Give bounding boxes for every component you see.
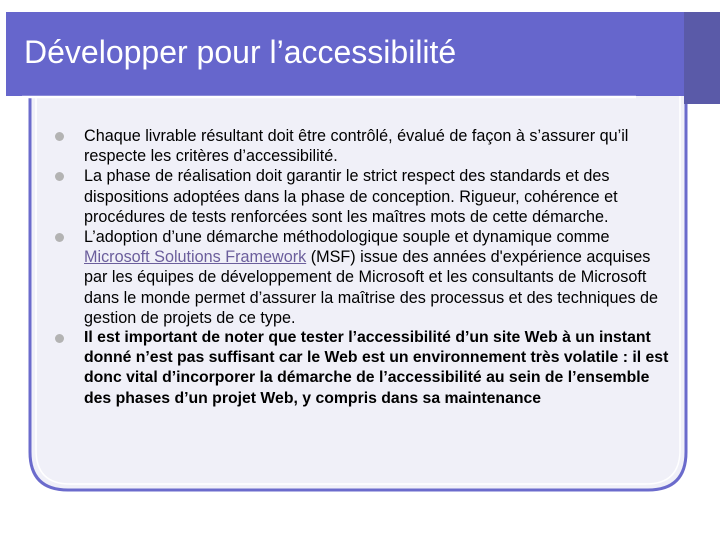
bullet-text: Il est important de noter que tester l’accessibilité d’un site Web à un instant donné n’est pas suffisant car le Web est un environnement très volatile : il est donc vital d’incorporer la démarche de l’accessibilité au sein de l’ensemble des phases d’un projet Web, y compris dans sa maintenance [84,329,669,407]
bullet-dot-icon [55,334,64,343]
bullet-item [38,166,678,227]
bullet-item [38,126,678,166]
bullet-dot-icon [55,172,64,181]
bullet-list [38,126,678,409]
bullet-dot-icon [55,132,64,141]
bullet-text: Chaque livrable résultant doit être contrôlé, évalué de façon à s’assurer qu’il respecte les critères d’accessibilité. [84,127,629,166]
title-bar-shadow [684,12,720,104]
bullet-text: La phase de réalisation doit garantir le strict respect des standards et des dispositions adoptées dans la phase de conception. Rigueur, cohérence et procédures de tests renforcées sont les maîtres mots de cette démarche. [84,167,618,226]
bullet-dot-icon [55,233,64,242]
slide-title: Développer pour l’accessibilité [24,34,457,70]
bullet-item [38,328,678,409]
bullet-text-before-link: L’adoption d’une démarche méthodologique souple et dynamique comme [84,228,610,247]
bullet-item [38,227,678,328]
msf-link[interactable]: Microsoft Solutions Framework [84,248,307,267]
bullet-text-after-link: (MSF) issue des années d'expérience acquises par les équipes de développement de Microsoft et les consultants de Microsoft dans le monde permet d’assurer la maîtrise des processus et des techniques de gestion de projets de ce type. [84,248,659,327]
